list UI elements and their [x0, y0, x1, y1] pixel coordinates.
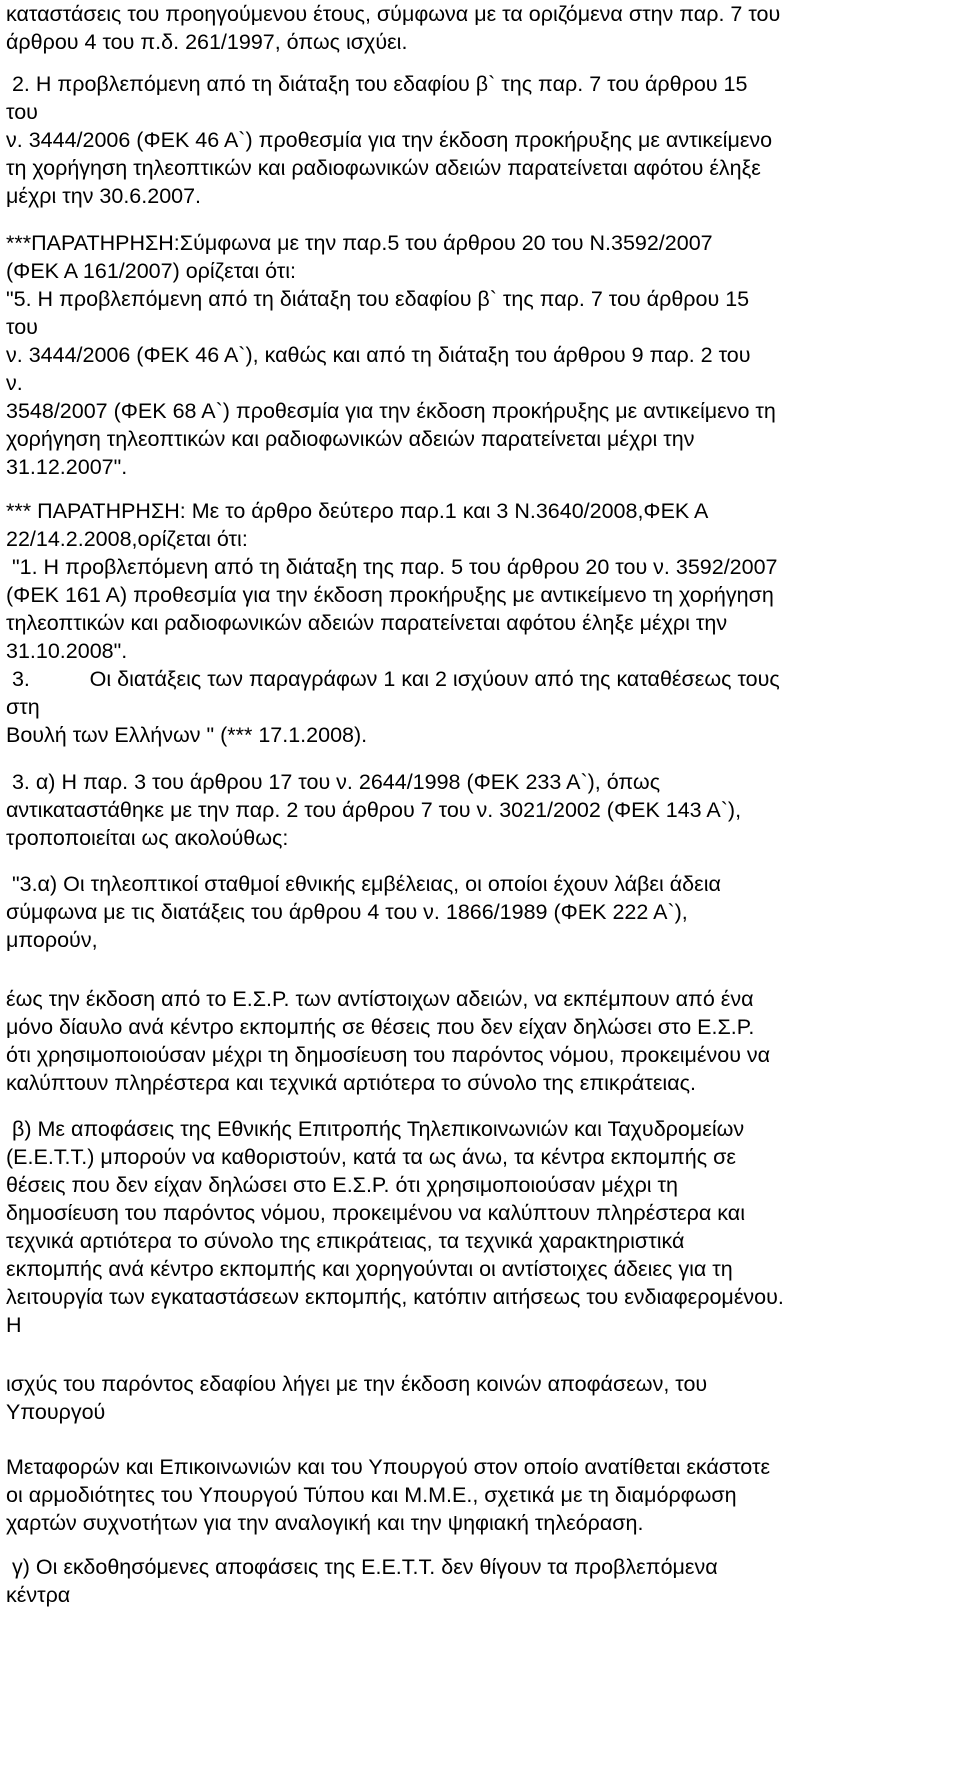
text-line: δημοσίευση του παρόντος νόμου, προκειμένου να καλύπτουν πληρέστερα και — [6, 1201, 745, 1225]
text-line: τηλεοπτικών και ραδιοφωνικών αδειών παρατείνεται αφότου έληξε μέχρι την — [6, 611, 728, 635]
text-line: ν. 3444/2006 (ΦΕΚ 46 Α`) προθεσμία για την έκδοση προκήρυξης με αντικείμενο — [6, 128, 773, 152]
text-line: 3. Οι διατάξεις των παραγράφων 1 και 2 ισχύουν από της καταθέσεως τους — [6, 667, 780, 691]
text-line: "1. Η προβλεπόμενη από τη διάταξη της παρ. 5 του άρθρου 20 του ν. 3592/2007 — [6, 555, 778, 579]
text-line: "3.α) Οι τηλεοπτικοί σταθμοί εθνικής εμβέλειας, οι οποίοι έχουν λάβει άδεια — [6, 872, 721, 896]
text-line: 31.10.2008". — [6, 639, 128, 663]
text-line: αντικαταστάθηκε με την παρ. 2 του άρθρου 7 του ν. 3021/2002 (ΦΕΚ 143 Α`), — [6, 798, 742, 822]
text-line: σύμφωνα με τις διατάξεις του άρθρου 4 του ν. 1866/1989 (ΦΕΚ 222 Α`), — [6, 900, 688, 924]
text-line: (ΦΕΚ Α 161/2007) ορίζεται ότι: — [6, 259, 297, 283]
text-line: Υπουργού — [6, 1400, 106, 1424]
text-line: Η — [6, 1313, 22, 1337]
text-line: ***ΠΑΡΑΤΗΡΗΣΗ:Σύμφωνα με την παρ.5 του άρθρου 20 του Ν.3592/2007 — [6, 231, 713, 255]
text-line: ισχύς του παρόντος εδαφίου λήγει με την έκδοση κοινών αποφάσεων, του — [6, 1372, 708, 1396]
text-line: του — [6, 315, 38, 339]
text-line: του — [6, 100, 38, 124]
text-line: μόνο δίαυλο ανά κέντρο εκπομπής σε θέσεις που δεν είχαν δηλώσει στο Ε.Σ.Ρ. — [6, 1015, 755, 1039]
text-line: 2. Η προβλεπόμενη από τη διάταξη του εδαφίου β` της παρ. 7 του άρθρου 15 — [6, 72, 748, 96]
text-line: ν. — [6, 371, 23, 395]
text-line: στη — [6, 695, 40, 719]
text-line: β) Με αποφάσεις της Εθνικής Επιτροπής Τηλεπικοινωνιών και Ταχυδρομείων — [6, 1117, 745, 1141]
text-line: καταστάσεις του προηγούμενου έτους, σύμφωνα με τα οριζόμενα στην παρ. 7 του — [6, 2, 781, 26]
text-line: 3. α) Η παρ. 3 του άρθρου 17 του ν. 2644/1998 (ΦΕΚ 233 Α`), όπως — [6, 770, 661, 794]
text-line: 22/14.2.2008,ορίζεται ότι: — [6, 527, 248, 551]
text-line: Μεταφορών και Επικοινωνιών και του Υπουργού στον οποίο ανατίθεται εκάστοτε — [6, 1455, 771, 1479]
text-line: (ΦΕΚ 161 Α) προθεσμία για την έκδοση προκήρυξης με αντικείμενο τη χορήγηση — [6, 583, 774, 607]
text-line: τεχνικά αρτιότερα το σύνολο της επικράτειας, τα τεχνικά χαρακτηριστικά — [6, 1229, 685, 1253]
text-line: οι αρμοδιότητες του Υπουργού Τύπου και Μ.Μ.Ε., σχετικά με τη διαμόρφωση — [6, 1483, 737, 1507]
text-line: 31.12.2007". — [6, 455, 128, 479]
text-line: τη χορήγηση τηλεοπτικών και ραδιοφωνικών αδειών παρατείνεται αφότου έληξε — [6, 156, 761, 180]
text-line: λειτουργία των εγκαταστάσεων εκπομπής, κατόπιν αιτήσεως του ενδιαφερομένου. — [6, 1285, 784, 1309]
text-line: εκπομπής ανά κέντρο εκπομπής και χορηγούνται οι αντίστοιχες άδειες για τη — [6, 1257, 733, 1281]
text-line: ν. 3444/2006 (ΦΕΚ 46 Α`), καθώς και από τη διάταξη του άρθρου 9 παρ. 2 του — [6, 343, 751, 367]
text-line: μπορούν, — [6, 928, 98, 952]
text-line: χορήγηση τηλεοπτικών και ραδιοφωνικών αδειών παρατείνεται μέχρι την — [6, 427, 695, 451]
text-line: έως την έκδοση από το Ε.Σ.Ρ. των αντίστοιχων αδειών, να εκπέμπουν από ένα — [6, 987, 754, 1011]
text-line: *** ΠΑΡΑΤΗΡΗΣΗ: Με το άρθρο δεύτερο παρ.1 και 3 Ν.3640/2008,ΦΕΚ Α — [6, 499, 709, 523]
text-line: Βουλή των Ελλήνων " (*** 17.1.2008). — [6, 723, 368, 747]
text-line: θέσεις που δεν είχαν δηλώσει στο Ε.Σ.Ρ. ότι χρησιμοποιούσαν μέχρι τη — [6, 1173, 679, 1197]
text-line: "5. Η προβλεπόμενη από τη διάταξη του εδαφίου β` της παρ. 7 του άρθρου 15 — [6, 287, 750, 311]
text-line: χαρτών συχνοτήτων για την αναλογική και την ψηφιακή τηλεόραση. — [6, 1511, 644, 1535]
text-line: 3548/2007 (ΦΕΚ 68 Α`) προθεσμία για την έκδοση προκήρυξης με αντικείμενο τη — [6, 399, 776, 423]
text-line: άρθρου 4 του π.δ. 261/1997, όπως ισχύει. — [6, 30, 408, 54]
text-line: καλύπτουν πληρέστερα και τεχνικά αρτιότερα το σύνολο της επικράτειας. — [6, 1071, 696, 1095]
text-line: μέχρι την 30.6.2007. — [6, 184, 202, 208]
text-line: τροποποιείται ως ακολούθως: — [6, 826, 289, 850]
text-line: κέντρα — [6, 1583, 71, 1607]
text-line: γ) Οι εκδοθησόμενες αποφάσεις της Ε.Ε.Τ.Τ. δεν θίγουν τα προβλεπόμενα — [6, 1555, 718, 1579]
text-line: (Ε.Ε.Τ.Τ.) μπορούν να καθοριστούν, κατά τα ως άνω, τα κέντρα εκπομπής σε — [6, 1145, 736, 1169]
text-line: ότι χρησιμοποιούσαν μέχρι τη δημοσίευση του παρόντος νόμου, προκειμένου να — [6, 1043, 771, 1067]
